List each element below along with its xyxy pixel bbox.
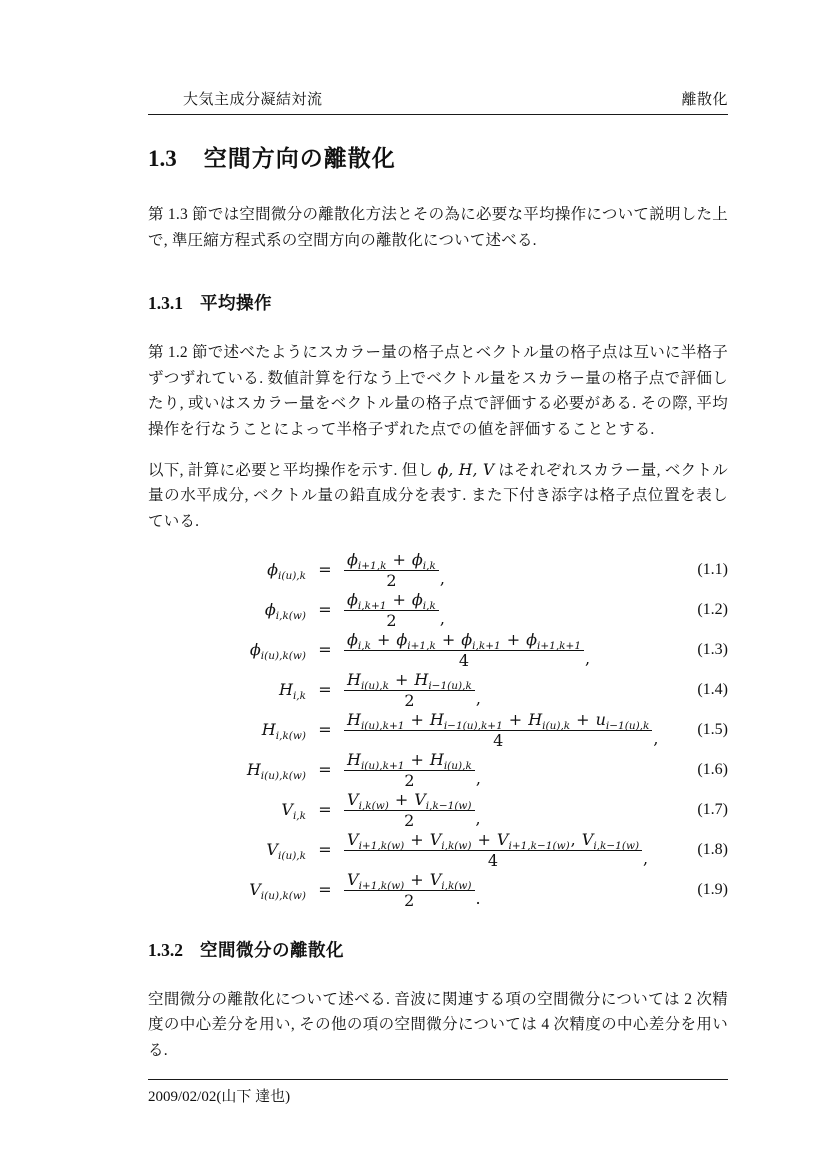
equation-lhs <box>148 800 306 823</box>
math-base: H <box>429 750 444 769</box>
math-base: ϕ <box>347 590 358 609</box>
equation-row <box>148 750 728 790</box>
equation-lhs <box>148 640 306 663</box>
math-term <box>347 590 387 613</box>
equals-sign: = <box>318 880 332 899</box>
equation-number: (1.2) <box>697 600 728 618</box>
equation-rhs <box>344 790 481 829</box>
equation-punctuation: , <box>475 769 481 788</box>
fraction-denominator: 4 <box>344 730 652 749</box>
equation-number: (1.8) <box>697 840 728 858</box>
equation-row <box>148 550 728 590</box>
math-term <box>347 830 405 853</box>
equation-rhs <box>344 630 590 669</box>
operator: + <box>392 550 406 569</box>
math-subscript: i(u),k <box>277 850 306 863</box>
header-right-title: 離散化 <box>681 91 728 108</box>
math-term <box>266 840 306 863</box>
math-term <box>347 710 405 733</box>
operator: + <box>394 670 409 689</box>
math-subscript: i−1(u),k <box>428 680 472 693</box>
math-term <box>347 550 387 573</box>
operator: + <box>410 750 424 769</box>
math-base: V <box>496 830 509 849</box>
fraction-numerator <box>344 550 439 573</box>
math-subscript: i,k <box>292 810 306 823</box>
fraction <box>344 630 584 669</box>
fraction <box>344 790 475 829</box>
math-term <box>246 760 306 783</box>
fraction-numerator <box>344 870 475 893</box>
math-subscript: i+1,k <box>407 640 436 653</box>
math-term <box>396 630 436 653</box>
math-term <box>496 830 570 853</box>
equals-sign: = <box>318 640 332 659</box>
fraction-denominator: 2 <box>344 570 439 589</box>
equations-block <box>148 550 728 910</box>
math-subscript: i−1(u),k <box>605 720 650 733</box>
paragraph-notation <box>148 458 728 535</box>
equation-punctuation: , <box>439 609 445 628</box>
math-subscript: i(u),k <box>542 720 571 733</box>
math-subscript: i(u),k(w) <box>260 650 306 663</box>
equation-lhs <box>148 720 306 743</box>
text-run: 以下, 計算に必要と平均操作を示す. 但し <box>148 461 438 479</box>
fraction-denominator: 4 <box>344 650 584 669</box>
math-base: H <box>261 720 276 739</box>
fraction-numerator <box>344 670 475 693</box>
math-base: H <box>278 680 293 699</box>
operator: + <box>576 710 590 729</box>
math-term <box>411 590 436 613</box>
subsection-heading-averaging <box>148 293 728 314</box>
fraction <box>344 670 475 709</box>
equation-punctuation: , <box>475 809 481 828</box>
equation-lhs <box>148 840 306 863</box>
math-base: ϕ <box>461 630 473 649</box>
math-base: V <box>347 790 359 809</box>
math-subscript: i(u),k <box>277 570 306 583</box>
fraction-numerator <box>344 830 642 853</box>
equation-lhs <box>148 760 306 783</box>
operator: + <box>392 590 406 609</box>
math-base: H <box>347 670 361 689</box>
math-base: ϕ <box>411 550 423 569</box>
equation-row <box>148 830 728 870</box>
math-term <box>347 630 371 653</box>
fraction <box>344 550 439 589</box>
operator: + <box>410 830 424 849</box>
equation-rhs <box>344 590 445 629</box>
equation-rhs <box>344 710 658 749</box>
math-term <box>429 830 472 853</box>
math-subscript: i(u),k <box>360 680 389 693</box>
math-subscript: i,k(w) <box>358 800 389 813</box>
subsection-number: 1.3.2 <box>148 939 183 960</box>
section-title: 空間方向の離散化 <box>203 145 396 171</box>
math-term <box>429 870 472 893</box>
equation-number: (1.3) <box>697 640 728 658</box>
equation-rhs <box>344 670 481 709</box>
math-subscript: i(u),k(w) <box>260 770 306 783</box>
equals-sign: = <box>318 680 332 699</box>
math-term <box>414 790 472 813</box>
math-term <box>281 800 306 823</box>
fraction-numerator <box>344 630 584 653</box>
fraction-numerator <box>344 790 475 813</box>
math-term <box>267 560 306 583</box>
math-term <box>526 630 582 653</box>
paragraph-grid-offset: 第 1.2 節で述べたようにスカラー量の格子点とベクトル量の格子点は互いに半格子ずつずれている. 数値計算を行なう上でベクトル量をスカラー量の格子点で評価したり, 或いはスカラー量をベクトル量の格子点で評価する必要がある. その際, 平均操作を行なうことによって半格子ずれた点での値を評価することとする. <box>148 344 728 438</box>
fraction-denominator: 2 <box>344 690 475 709</box>
math-base: V <box>281 800 293 819</box>
operator: , <box>570 830 576 849</box>
math-base: ϕ <box>396 630 408 649</box>
math-term <box>347 750 405 773</box>
equation-punctuation: , <box>585 649 591 668</box>
equation-rhs <box>344 550 445 589</box>
equation-punctuation: , <box>653 729 659 748</box>
math-term <box>249 640 306 663</box>
equation-lhs <box>148 600 306 623</box>
math-base: V <box>266 840 278 859</box>
math-base: H <box>528 710 543 729</box>
math-base: H <box>414 670 429 689</box>
equation-row <box>148 710 728 750</box>
fraction <box>344 870 475 909</box>
operator: + <box>441 630 456 649</box>
math-base: ϕ <box>347 550 358 569</box>
math-base: V <box>429 870 442 889</box>
footer-date-author: 2009/02/02(山下 達也) <box>148 1089 291 1105</box>
operator: + <box>376 630 391 649</box>
math-term <box>429 750 472 773</box>
math-subscript: i+1,k <box>357 560 387 573</box>
math-term <box>528 710 571 733</box>
operator: + <box>508 710 523 729</box>
text-run: はそれぞれスカラー量, ベクトル量の水平成分, ベクトル量の鉛直成分を表す. また下付き添字は格子点位置を表している. <box>148 461 729 530</box>
math-subscript: i,k <box>422 600 436 613</box>
math-subscript: i,k+1 <box>472 640 501 653</box>
equation-rhs <box>344 870 481 909</box>
math-base: H <box>347 710 361 729</box>
equation-lhs <box>148 680 306 703</box>
header-left-title: 大気主成分凝結対流 <box>183 91 323 108</box>
operator: + <box>506 630 521 649</box>
math-base: H <box>246 760 261 779</box>
math-base: V <box>347 870 359 889</box>
fraction-denominator: 2 <box>344 770 475 789</box>
equation-lhs <box>148 880 306 903</box>
equals-sign: = <box>318 760 332 779</box>
fraction <box>344 590 439 629</box>
math-subscript: i(u),k(w) <box>260 890 306 903</box>
equation-number: (1.7) <box>697 800 728 818</box>
fraction-denominator: 2 <box>344 890 475 909</box>
math-term <box>411 550 436 573</box>
equals-sign: = <box>318 720 332 739</box>
math-term <box>278 680 306 703</box>
math-term <box>264 600 306 623</box>
math-base: ϕ <box>411 590 423 609</box>
equation-rhs <box>344 830 648 869</box>
paragraph-differencing: 空間微分の離散化について述べる. 音波に関連する項の空間微分については 2 次精度の中心差分を用い, その他の項の空間微分については 4 次精度の中心差分を用いる. <box>148 990 728 1059</box>
math-subscript: i,k <box>422 560 436 573</box>
math-subscript: i+1,k−1(w) <box>508 840 570 853</box>
operator: + <box>410 870 424 889</box>
operator: + <box>410 710 424 729</box>
fraction <box>344 710 652 749</box>
inline-math: ϕ, H, V <box>437 460 495 479</box>
paragraph-intro: 第 1.3 節では空間微分の離散化方法とその為に必要な平均操作について説明した上で, 準圧縮方程式系の空間方向の離散化について述べる. <box>148 206 728 249</box>
equation-number: (1.6) <box>697 760 728 778</box>
equation-row <box>148 870 728 910</box>
math-term <box>347 670 389 693</box>
fraction-denominator: 2 <box>344 810 475 829</box>
math-term <box>347 790 389 813</box>
math-subscript: i,k(w) <box>275 610 306 623</box>
math-subscript: i,k−1(w) <box>425 800 472 813</box>
equation-lhs <box>148 560 306 583</box>
math-term <box>595 710 650 733</box>
math-subscript: i,k+1 <box>357 600 387 613</box>
math-base: u <box>595 710 606 729</box>
math-base: V <box>429 830 442 849</box>
subsection-title: 平均操作 <box>200 293 272 313</box>
equation-row <box>148 630 728 670</box>
math-subscript: i+1,k+1 <box>537 640 582 653</box>
math-term <box>429 710 503 733</box>
fraction-denominator: 2 <box>344 610 439 629</box>
math-subscript: i,k <box>292 690 306 703</box>
math-base: V <box>249 880 261 899</box>
math-term <box>249 880 306 903</box>
math-base: ϕ <box>526 630 537 649</box>
fraction-denominator: 4 <box>344 850 642 869</box>
subsection-heading-differencing <box>148 940 728 961</box>
equation-rhs <box>344 750 481 789</box>
equals-sign: = <box>318 600 332 619</box>
math-subscript: i+1,k(w) <box>358 880 405 893</box>
math-base: H <box>429 710 444 729</box>
math-subscript: i,k <box>357 640 371 653</box>
math-subscript: i(u),k+1 <box>360 720 405 733</box>
math-subscript: i,k(w) <box>441 840 472 853</box>
equals-sign: = <box>318 800 332 819</box>
math-term <box>461 630 501 653</box>
math-subscript: i,k(w) <box>275 730 306 743</box>
math-base: ϕ <box>264 600 276 619</box>
math-subscript: i+1,k(w) <box>358 840 405 853</box>
math-subscript: i(u),k+1 <box>360 760 405 773</box>
equation-number: (1.5) <box>697 720 728 738</box>
math-term <box>347 870 405 893</box>
math-base: ϕ <box>347 630 358 649</box>
page-footer <box>148 1079 728 1106</box>
math-subscript: i(u),k <box>443 760 472 773</box>
equation-row <box>148 590 728 630</box>
equals-sign: = <box>318 560 332 579</box>
math-base: V <box>581 830 594 849</box>
page-header <box>148 88 728 115</box>
fraction <box>344 750 475 789</box>
math-base: ϕ <box>267 560 278 579</box>
math-subscript: i−1(u),k+1 <box>443 720 503 733</box>
fraction-numerator <box>344 750 475 773</box>
subsection-title: 空間微分の離散化 <box>200 939 344 960</box>
math-subscript: i,k(w) <box>441 880 472 893</box>
equation-punctuation: . <box>475 889 481 908</box>
fraction <box>344 830 642 869</box>
math-base: V <box>347 830 359 849</box>
operator: + <box>477 830 491 849</box>
equation-row <box>148 790 728 830</box>
equation-number: (1.1) <box>697 560 728 578</box>
section-number: 1.3 <box>148 146 177 171</box>
equation-row <box>148 670 728 710</box>
math-term <box>581 830 640 853</box>
equation-number: (1.9) <box>697 880 728 898</box>
section-heading <box>148 145 728 172</box>
fraction-numerator <box>344 590 439 613</box>
subsection-number: 1.3.1 <box>148 293 183 313</box>
math-term <box>414 670 472 693</box>
math-term <box>261 720 306 743</box>
math-base: V <box>414 790 426 809</box>
fraction-numerator <box>344 710 652 733</box>
math-base: ϕ <box>249 640 261 659</box>
math-base: H <box>347 750 361 769</box>
math-subscript: i,k−1(w) <box>593 840 640 853</box>
equation-number: (1.4) <box>697 680 728 698</box>
operator: + <box>394 790 409 809</box>
equation-punctuation: , <box>475 689 481 708</box>
equation-punctuation: , <box>643 849 649 868</box>
equation-punctuation: , <box>439 569 445 588</box>
equals-sign: = <box>318 840 332 859</box>
